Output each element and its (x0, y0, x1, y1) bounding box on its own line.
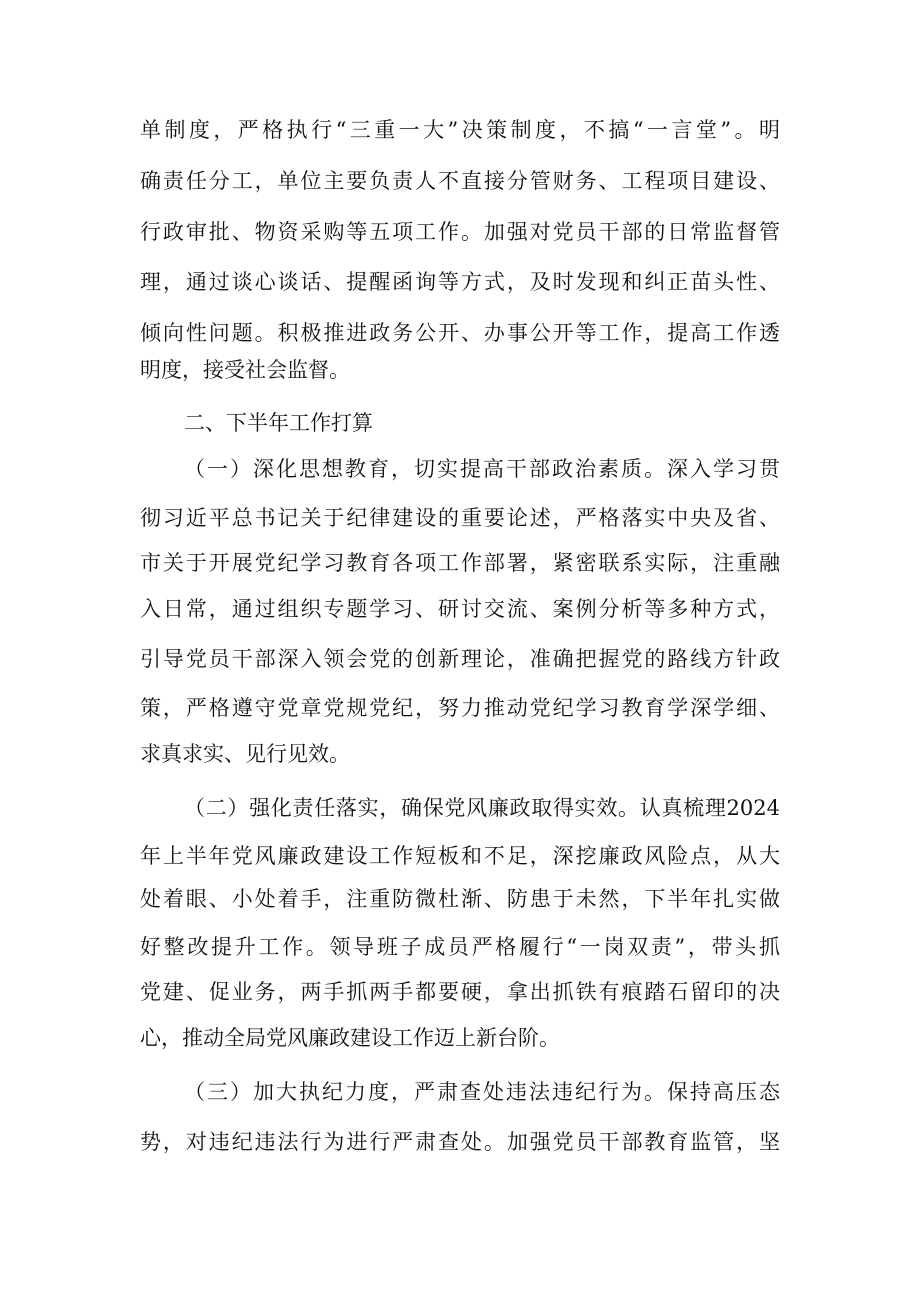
paragraph-line: 势，对违纪违法行为进行严肃查处。加强党员干部教育监管，坚 (140, 1130, 780, 1154)
paragraph-line: （二）强化责任落实，确保党风廉政取得实效。认真梳理2024 (184, 796, 780, 820)
paragraph-line: 引导党员干部深入领会党的创新理论，准确把握党的路线方针政 (140, 647, 780, 671)
paragraph-line: 好整改提升工作。领导班子成员严格履行“一岗双责”，带头抓 (140, 935, 780, 959)
paragraph-line: （一）深化思想教育，切实提高干部政治素质。深入学习贯 (184, 457, 780, 481)
paragraph-line: 处着眼、小处着手，注重防微杜渐、防患于未然，下半年扎实做 (140, 887, 780, 911)
section-heading: 二、下半年工作打算 (184, 411, 373, 435)
paragraph-line: 入日常，通过组织专题学习、研讨交流、案例分析等多种方式， (140, 597, 780, 621)
paragraph-line: 彻习近平总书记关于纪律建设的重要论述，严格落实中央及省、 (140, 506, 780, 530)
paragraph-line: 策，严格遵守党章党规党纪，努力推动党纪学习教育学深学细、 (140, 696, 780, 720)
paragraph-line: 倾向性问题。积极推进政务公开、办事公开等工作，提高工作透 (140, 321, 780, 345)
paragraph-line: 党建、促业务，两手抓两手都要硬，拿出抓铁有痕踏石留印的决 (140, 980, 780, 1004)
paragraph-line: 求真求实、见行见效。 (140, 742, 350, 766)
paragraph-line: （三）加大执纪力度，严肃查处违法违纪行为。保持高压态 (184, 1080, 780, 1104)
paragraph-line: 市关于开展党纪学习教育各项工作部署，紧密联系实际，注重融 (140, 551, 780, 575)
paragraph-line: 确责任分工，单位主要负责人不直接分管财务、工程项目建设、 (140, 169, 780, 193)
paragraph-line: 年上半年党风廉政建设工作短板和不足，深挖廉政风险点，从大 (140, 844, 780, 868)
paragraph-line: 明度，接受社会监督。 (140, 358, 350, 382)
paragraph-line: 理，通过谈心谈话、提醒函询等方式，及时发现和纠正苗头性、 (140, 270, 780, 294)
paragraph-line: 行政审批、物资采购等五项工作。加强对党员干部的日常监督管 (140, 220, 780, 244)
paragraph-line: 单制度，严格执行“三重一大”决策制度，不搞“一言堂”。明 (140, 118, 780, 142)
paragraph-line: 心，推动全局党风廉政建设工作迈上新台阶。 (140, 1026, 560, 1050)
